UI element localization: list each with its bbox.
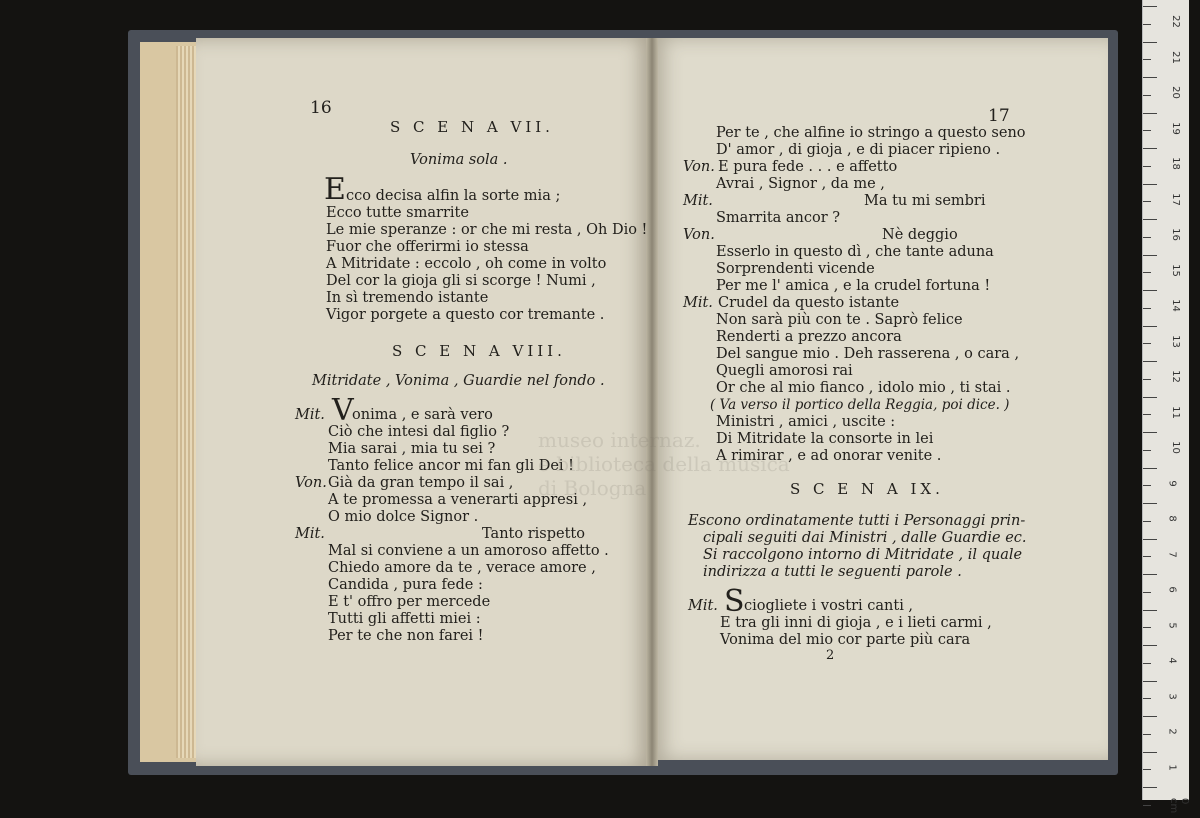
verse-line: Per me l' amica , e la crudel fortuna ! (716, 278, 991, 294)
verse-line: Smarrita ancor ? (716, 210, 841, 226)
ruler-tick (1143, 6, 1157, 7)
ruler-tick (1143, 379, 1151, 380)
ruler-label: 19 (1169, 121, 1181, 135)
verse-line: cco decisa alfin la sorte mia ; (346, 188, 561, 204)
verse-line: Candida , pura fede : (328, 577, 483, 593)
ruler-tick (1143, 574, 1157, 575)
ruler-tick (1143, 734, 1151, 735)
ruler-label: 7 (1166, 550, 1178, 558)
ruler-label: 9 (1166, 479, 1178, 487)
ruler-tick (1143, 308, 1151, 309)
page-number-left: 16 (310, 98, 332, 118)
stage-direction: Si raccolgono intorno di Mitridate , il quale (703, 547, 1023, 563)
ruler-tick (1143, 219, 1157, 220)
ruler-label: 22 (1169, 15, 1181, 28)
ruler-tick (1143, 414, 1151, 415)
ruler-tick (1143, 485, 1151, 486)
ruler-label: 10 (1169, 441, 1181, 454)
verse-line: Renderti a prezzo ancora (716, 329, 902, 345)
verse-line: Già da gran tempo il sai , (328, 475, 514, 491)
left-page (196, 38, 652, 766)
verse-line: Tutti gli affetti miei : (328, 611, 481, 627)
ruler-tick (1143, 77, 1157, 78)
ruler-tick (1143, 184, 1157, 185)
ruler-tick (1143, 326, 1157, 327)
ruler-tick (1143, 716, 1157, 717)
ruler-tick (1143, 592, 1151, 593)
speaker-label: Von. (683, 159, 715, 175)
verse-line: Esserlo in questo dì , che tante aduna (716, 244, 994, 260)
ruler-tick (1143, 645, 1157, 646)
stage-direction: ( Va verso il portico della Reggia, poi dice. ) (710, 397, 1010, 413)
verse-line: Ecco tutte smarrite (326, 205, 469, 221)
verse-line: E tra gli inni di gioja , e i lieti carmi , (720, 615, 992, 631)
verse-line: A te promessa a venerarti appresi , (328, 492, 588, 508)
verse-line: Quegli amorosi rai (716, 363, 853, 379)
signature-mark: 2 (826, 648, 835, 663)
ruler-label: 14 (1169, 299, 1181, 312)
ruler-tick (1143, 24, 1151, 25)
stage-direction: Vonima sola . (410, 152, 508, 168)
ruler-label: 21 (1169, 50, 1181, 64)
verse-line: O mio dolce Signor . (328, 509, 479, 525)
ruler-tick (1143, 397, 1157, 398)
ruler-tick (1143, 42, 1157, 43)
verse-line: Del sangue mio . Deh rasserena , o cara , (716, 346, 1020, 362)
ruler-label: 0 cm (1168, 798, 1190, 814)
ruler-tick (1143, 201, 1151, 202)
ruler-tick (1143, 343, 1151, 344)
stage-direction: cipali seguiti dai Ministri , dalle Guardie ec. (703, 530, 1027, 546)
verse-line: Per te , che alfine io stringo a questo seno (716, 125, 1026, 141)
verse-line: A rimirar , e ad onorar venite . (716, 448, 942, 464)
ruler-tick (1143, 432, 1157, 433)
verse-line: Tanto felice ancor mi fan gli Dei ! (328, 458, 575, 474)
drop-cap: V (332, 393, 354, 428)
ruler-tick (1143, 130, 1151, 131)
speaker-label: Mit. (683, 295, 713, 311)
ruler-label: 6 (1166, 586, 1178, 593)
verse-line: Vigor porgete a questo cor tremante . (326, 307, 605, 323)
ruler-label: 12 (1169, 370, 1181, 383)
verse-line: D' amor , di gioja , e di piacer ripieno . (716, 142, 1001, 158)
ruler-tick (1143, 113, 1157, 114)
drop-cap: E (324, 172, 346, 207)
verse-line: A Mitridate : eccolo , oh come in volto (326, 256, 607, 272)
verse-line: Crudel da questo istante (718, 295, 900, 311)
drop-cap: S (724, 584, 745, 619)
verse-line: Sorprendenti vicende (716, 261, 875, 277)
ruler-tick (1143, 610, 1157, 611)
ruler-label: 2 (1166, 728, 1178, 735)
page-number-right: 17 (988, 106, 1010, 126)
verse-line: Di Mitridate la consorte in lei (716, 431, 934, 447)
ruler-label: 17 (1169, 192, 1181, 206)
ruler-tick (1143, 361, 1157, 362)
ruler-tick (1143, 681, 1157, 682)
ruler-tick (1143, 787, 1157, 788)
verse-line: Tanto rispetto (482, 526, 585, 542)
ruler-label: 16 (1169, 228, 1181, 241)
verse-line: In sì tremendo istante (326, 290, 489, 306)
verse-line: Ma tu mi sembri (864, 193, 986, 209)
speaker-label: Von. (683, 227, 715, 243)
ruler-tick (1143, 272, 1151, 273)
ruler-label: 20 (1169, 86, 1181, 99)
verse-line: ciogliete i vostri canti , (744, 598, 914, 614)
verse-line: Per te che non farei ! (328, 628, 484, 644)
ruler-tick (1143, 769, 1151, 770)
ruler-tick (1143, 627, 1151, 628)
ruler-tick (1143, 663, 1151, 664)
speaker-label: Mit. (295, 407, 325, 423)
measuring-ruler (1142, 0, 1190, 814)
ruler-tick (1143, 290, 1157, 291)
ruler-label: 11 (1169, 405, 1181, 419)
verse-line: Mia sarai , mia tu sei ? (328, 441, 496, 457)
speaker-label: Von. (295, 475, 327, 491)
verse-line: E pura fede . . . e affetto (718, 159, 898, 175)
speaker-label: Mit. (688, 598, 718, 614)
page-edges-stack (176, 46, 198, 758)
ruler-label: 5 (1166, 621, 1178, 629)
ruler-label: 4 (1166, 657, 1178, 664)
scene-heading-ix: S C E N A IX. (790, 480, 944, 498)
verse-line: Del cor la gioja gli si scorge ! Numi , (326, 273, 596, 289)
verse-line: Non sarà più con te . Saprò felice (716, 312, 963, 328)
speaker-label: Mit. (683, 193, 713, 209)
verse-line: onima , e sarà vero (352, 407, 493, 423)
verse-line: Ministri , amici , uscite : (716, 414, 896, 430)
ruler-label: 3 (1166, 692, 1178, 700)
ruler-tick (1143, 148, 1157, 149)
verse-line: E t' offro per mercede (328, 594, 491, 610)
ruler-tick (1143, 450, 1151, 451)
stage-direction: Mitridate , Vonima , Guardie nel fondo . (312, 373, 605, 389)
ruler-label: 1 (1166, 763, 1178, 771)
verse-line: Or che al mio fianco , idolo mio , ti stai . (716, 380, 1011, 396)
scene-heading-viii: S C E N A VIII. (392, 342, 566, 360)
verse-line: Mal si conviene a un amoroso affetto . (328, 543, 609, 559)
verse-line: Avrai , Signor , da me , (716, 176, 885, 192)
verse-line: Le mie speranze : or che mi resta , Oh Dio ! (326, 222, 648, 238)
stage-direction: indirizza a tutti le seguenti parole . (703, 564, 962, 580)
ruler-tick (1143, 468, 1157, 469)
verse-line: Chiedo amore da te , verace amore , (328, 560, 596, 576)
ruler-tick (1143, 255, 1157, 256)
verse-line: Vonima del mio cor parte più cara (720, 632, 971, 648)
ruler-tick (1143, 95, 1151, 96)
ruler-tick (1143, 556, 1151, 557)
verse-line: Ciò che intesi dal figlio ? (328, 424, 510, 440)
speaker-label: Mit. (295, 526, 325, 542)
ruler-tick (1143, 539, 1157, 540)
ruler-label: 18 (1169, 157, 1181, 170)
library-stamp-watermark: museo internaz. e biblioteca della musica di Bologna (538, 428, 790, 500)
ruler-tick (1143, 237, 1151, 238)
book-gutter (646, 38, 658, 766)
ruler-label: 8 (1166, 515, 1178, 522)
stage-direction: Escono ordinatamente tutti i Personaggi prin- (688, 513, 1026, 529)
ruler-tick (1143, 752, 1157, 753)
ruler-tick (1143, 698, 1151, 699)
scene-heading-vii: S C E N A VII. (390, 118, 554, 136)
ruler-tick (1143, 166, 1151, 167)
ruler-tick (1143, 59, 1151, 60)
verse-line: Nè deggio (882, 227, 958, 243)
verse-line: Fuor che offerirmi io stessa (326, 239, 529, 255)
ruler-tick (1143, 805, 1151, 806)
ruler-tick (1143, 521, 1151, 522)
ruler-tick (1143, 503, 1157, 504)
ruler-label: 13 (1169, 334, 1181, 348)
ruler-label: 15 (1169, 263, 1181, 277)
